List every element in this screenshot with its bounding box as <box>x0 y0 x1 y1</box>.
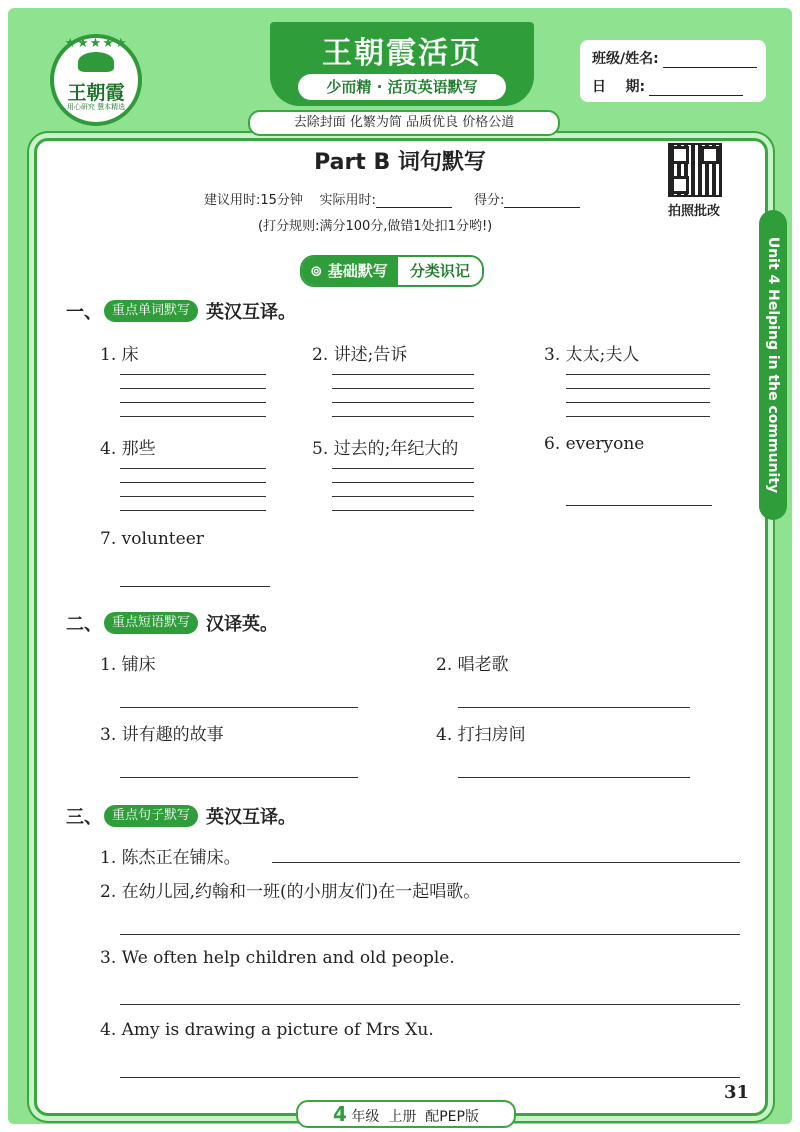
answer-line[interactable] <box>332 468 474 469</box>
answer-line[interactable] <box>566 402 710 403</box>
slogan-strip: 去除封面 化繁为简 品质优良 价格公道 <box>248 110 560 136</box>
answer-line[interactable] <box>120 402 266 403</box>
answer-line[interactable] <box>120 482 266 483</box>
page-number: 31 <box>724 1082 750 1103</box>
logo-text: 王朝霞 <box>67 82 125 104</box>
scoring-rules: (打分规则:满分100分,做错1处扣1分哟!) <box>258 219 493 234</box>
lotus-icon <box>78 52 114 72</box>
grade-text: 年级 上册 配PEP版 <box>351 1109 479 1125</box>
answer-line[interactable] <box>120 1004 740 1005</box>
class-name-label: 班级/姓名: <box>592 51 659 67</box>
date-label: 日 期: <box>592 79 646 95</box>
s3-item-3: 3. We often help children and old people. <box>100 948 455 968</box>
page-title: Part B 词句默写 <box>314 150 486 175</box>
s1-item-2: 2. 讲述;告诉 <box>312 345 408 365</box>
actual-time-label: 实际用时: <box>319 193 376 208</box>
s1-item-3: 3. 太太;夫人 <box>544 345 640 365</box>
unit-side-tab <box>759 210 787 520</box>
class-name-line[interactable] <box>663 53 757 68</box>
answer-line[interactable] <box>332 482 474 483</box>
s3-item-4: 4. Amy is drawing a picture of Mrs Xu. <box>100 1020 434 1040</box>
answer-line[interactable] <box>120 1077 740 1078</box>
s2-item-3: 3. 讲有趣的故事 <box>100 725 224 745</box>
s1-item-6: 6. everyone <box>544 434 645 454</box>
section1-tag: 重点单词默写 <box>104 300 198 322</box>
answer-line[interactable] <box>332 510 474 511</box>
s2-item-2: 2. 唱老歌 <box>436 655 509 675</box>
answer-line[interactable] <box>120 496 266 497</box>
answer-line[interactable] <box>120 388 266 389</box>
timing-row <box>204 189 598 208</box>
answer-line[interactable] <box>332 374 474 375</box>
answer-line[interactable] <box>120 777 358 778</box>
answer-line[interactable] <box>332 402 474 403</box>
grade-number: 4 <box>333 1102 347 1126</box>
s2-item-4: 4. 打扫房间 <box>436 725 526 745</box>
answer-line[interactable] <box>566 374 710 375</box>
answer-line[interactable] <box>332 496 474 497</box>
answer-line[interactable] <box>566 416 710 417</box>
answer-line[interactable] <box>458 777 690 778</box>
answer-line[interactable] <box>272 862 740 863</box>
date-field[interactable] <box>592 76 743 96</box>
section2-tag: 重点短语默写 <box>104 612 198 634</box>
s1-item-4: 4. 那些 <box>100 439 156 459</box>
section3-tag: 重点句子默写 <box>104 805 198 827</box>
s3-item-1: 1. 陈杰正在铺床。 <box>100 848 241 868</box>
answer-line[interactable] <box>120 586 270 587</box>
unit-side-label: Unit 4 Helping in the community <box>765 236 781 494</box>
s3-item-2: 2. 在幼儿园,约翰和一班(的小朋友们)在一起唱歌。 <box>100 882 481 902</box>
brand-subtitle: 少而精 · 活页英语默写 <box>298 74 506 100</box>
answer-line[interactable] <box>120 707 358 708</box>
s1-item-5: 5. 过去的;年纪大的 <box>312 439 459 459</box>
star-icons: ★★★★★ <box>64 36 128 51</box>
section1-heading: 一、 重点单词默写 英汉互译。 <box>66 302 297 323</box>
score-label: 得分: <box>474 193 505 208</box>
student-info-box <box>580 40 766 102</box>
section-banner-right: 分类识记 <box>398 257 482 285</box>
qr-label: 拍照批改 <box>667 204 720 219</box>
qr-code-icon[interactable] <box>668 143 722 197</box>
s1-item-7: 7. volunteer <box>100 529 204 549</box>
answer-line[interactable] <box>566 505 712 506</box>
date-line[interactable] <box>649 81 743 96</box>
answer-line[interactable] <box>120 374 266 375</box>
logo-slogan: 用心研究 慧本精选 <box>66 103 126 111</box>
class-name-field[interactable] <box>592 48 757 68</box>
header-banner <box>270 22 534 106</box>
s2-item-1: 1. 铺床 <box>100 655 156 675</box>
score-line[interactable] <box>504 194 580 208</box>
answer-line[interactable] <box>566 388 710 389</box>
brand-logo <box>50 34 142 126</box>
section-banner-left: ⊚ 基础默写 <box>302 257 398 285</box>
s1-item-1: 1. 床 <box>100 345 139 365</box>
section3-heading: 三、 重点句子默写 英汉互译。 <box>66 807 297 828</box>
answer-line[interactable] <box>120 934 740 935</box>
section-banner <box>300 255 484 287</box>
grade-footer <box>296 1100 516 1128</box>
answer-line[interactable] <box>332 416 474 417</box>
answer-line[interactable] <box>120 416 266 417</box>
answer-line[interactable] <box>120 468 266 469</box>
answer-line[interactable] <box>332 388 474 389</box>
section2-heading: 二、 重点短语默写 汉译英。 <box>66 614 279 635</box>
answer-line[interactable] <box>458 707 690 708</box>
answer-line[interactable] <box>120 510 266 511</box>
suggested-time: 建议用时:15分钟 <box>204 193 303 208</box>
actual-time-line[interactable] <box>376 194 452 208</box>
brand-title: 王朝霞活页 <box>322 36 482 71</box>
